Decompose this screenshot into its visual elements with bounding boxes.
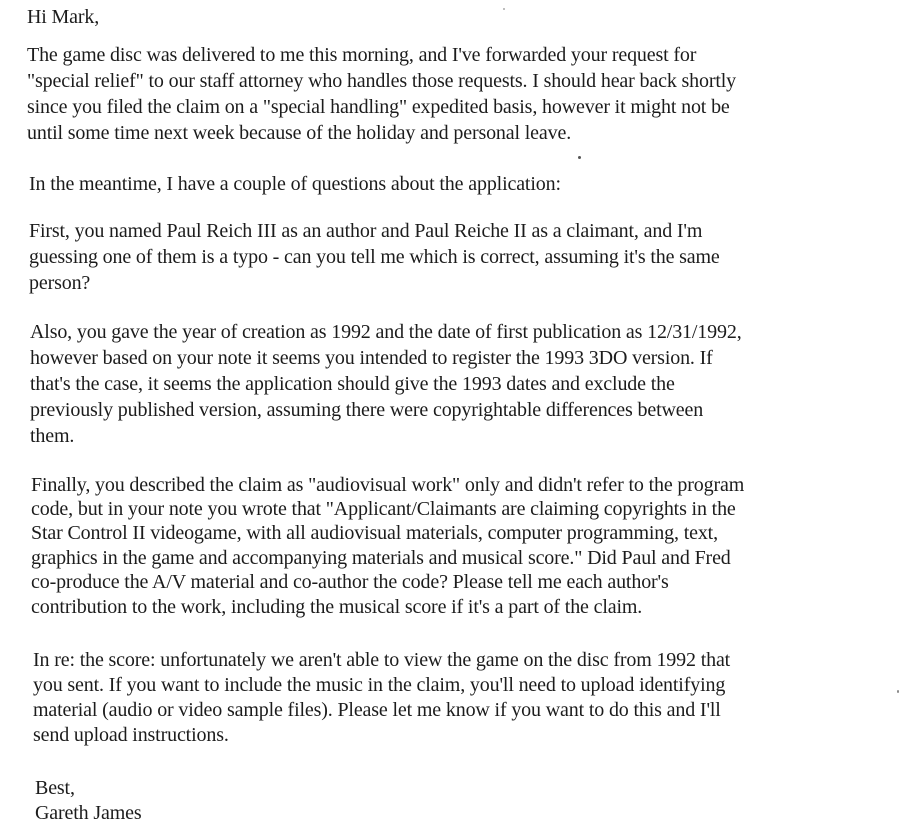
paragraph-line: previously published version, assuming there were copyrightable differences between (30, 399, 704, 421)
scan-speck (503, 8, 505, 10)
paragraph-line: The game disc was delivered to me this morning, and I've forwarded your request for (27, 44, 697, 66)
paragraph-line: until some time next week because of the holiday and personal leave. (27, 122, 572, 144)
paragraph-line: Also, you gave the year of creation as 1992 and the date of first publication as 12/31/1992, (30, 321, 742, 343)
paragraph-line: person? (29, 272, 91, 294)
paragraph-line: that's the case, it seems the application should give the 1993 dates and exclude the (30, 373, 675, 395)
paragraph-line: Finally, you described the claim as "audiovisual work" only and didn't refer to the program (31, 474, 745, 496)
paragraph-line: send upload instructions. (33, 724, 229, 746)
paragraph-line: co-produce the A/V material and co-author the code? Please tell me each author's (31, 571, 669, 593)
paragraph-line: however based on your note it seems you intended to register the 1993 3DO version. If (30, 347, 713, 369)
greeting: Hi Mark, (27, 6, 100, 28)
paragraph-line: you sent. If you want to include the music in the claim, you'll need to upload identifying (33, 674, 726, 696)
paragraph-line: them. (30, 425, 75, 447)
closing: Best, (35, 777, 75, 799)
paragraph-line: graphics in the game and accompanying materials and musical score." Did Paul and Fred (31, 547, 731, 569)
paragraph-line: "special relief" to our staff attorney who handles those requests. I should hear back shortly (27, 70, 737, 92)
paragraph-line: In the meantime, I have a couple of questions about the application: (29, 173, 561, 195)
paragraph-line: guessing one of them is a typo - can you tell me which is correct, assuming it's the same (29, 246, 720, 268)
paragraph-line: In re: the score: unfortunately we aren't able to view the game on the disc from 1992 that (33, 649, 731, 671)
paragraph-line: contribution to the work, including the musical score if it's a part of the claim. (31, 596, 643, 618)
scan-speck (578, 156, 581, 159)
paragraph-line: since you filed the claim on a "special handling" expedited basis, however it might not be (27, 96, 730, 118)
paragraph-line: code, but in your note you wrote that "Applicant/Claimants are claiming copyrights in the (31, 498, 736, 520)
signature-name: Gareth James (35, 802, 142, 824)
paragraph-line: Star Control II videogame, with all audiovisual materials, computer programming, text, (31, 522, 718, 544)
scan-speck (897, 690, 899, 693)
paragraph-line: First, you named Paul Reich III as an author and Paul Reiche II as a claimant, and I'm (29, 220, 703, 242)
paragraph-line: material (audio or video sample files). Please let me know if you want to do this and I'll (33, 699, 721, 721)
